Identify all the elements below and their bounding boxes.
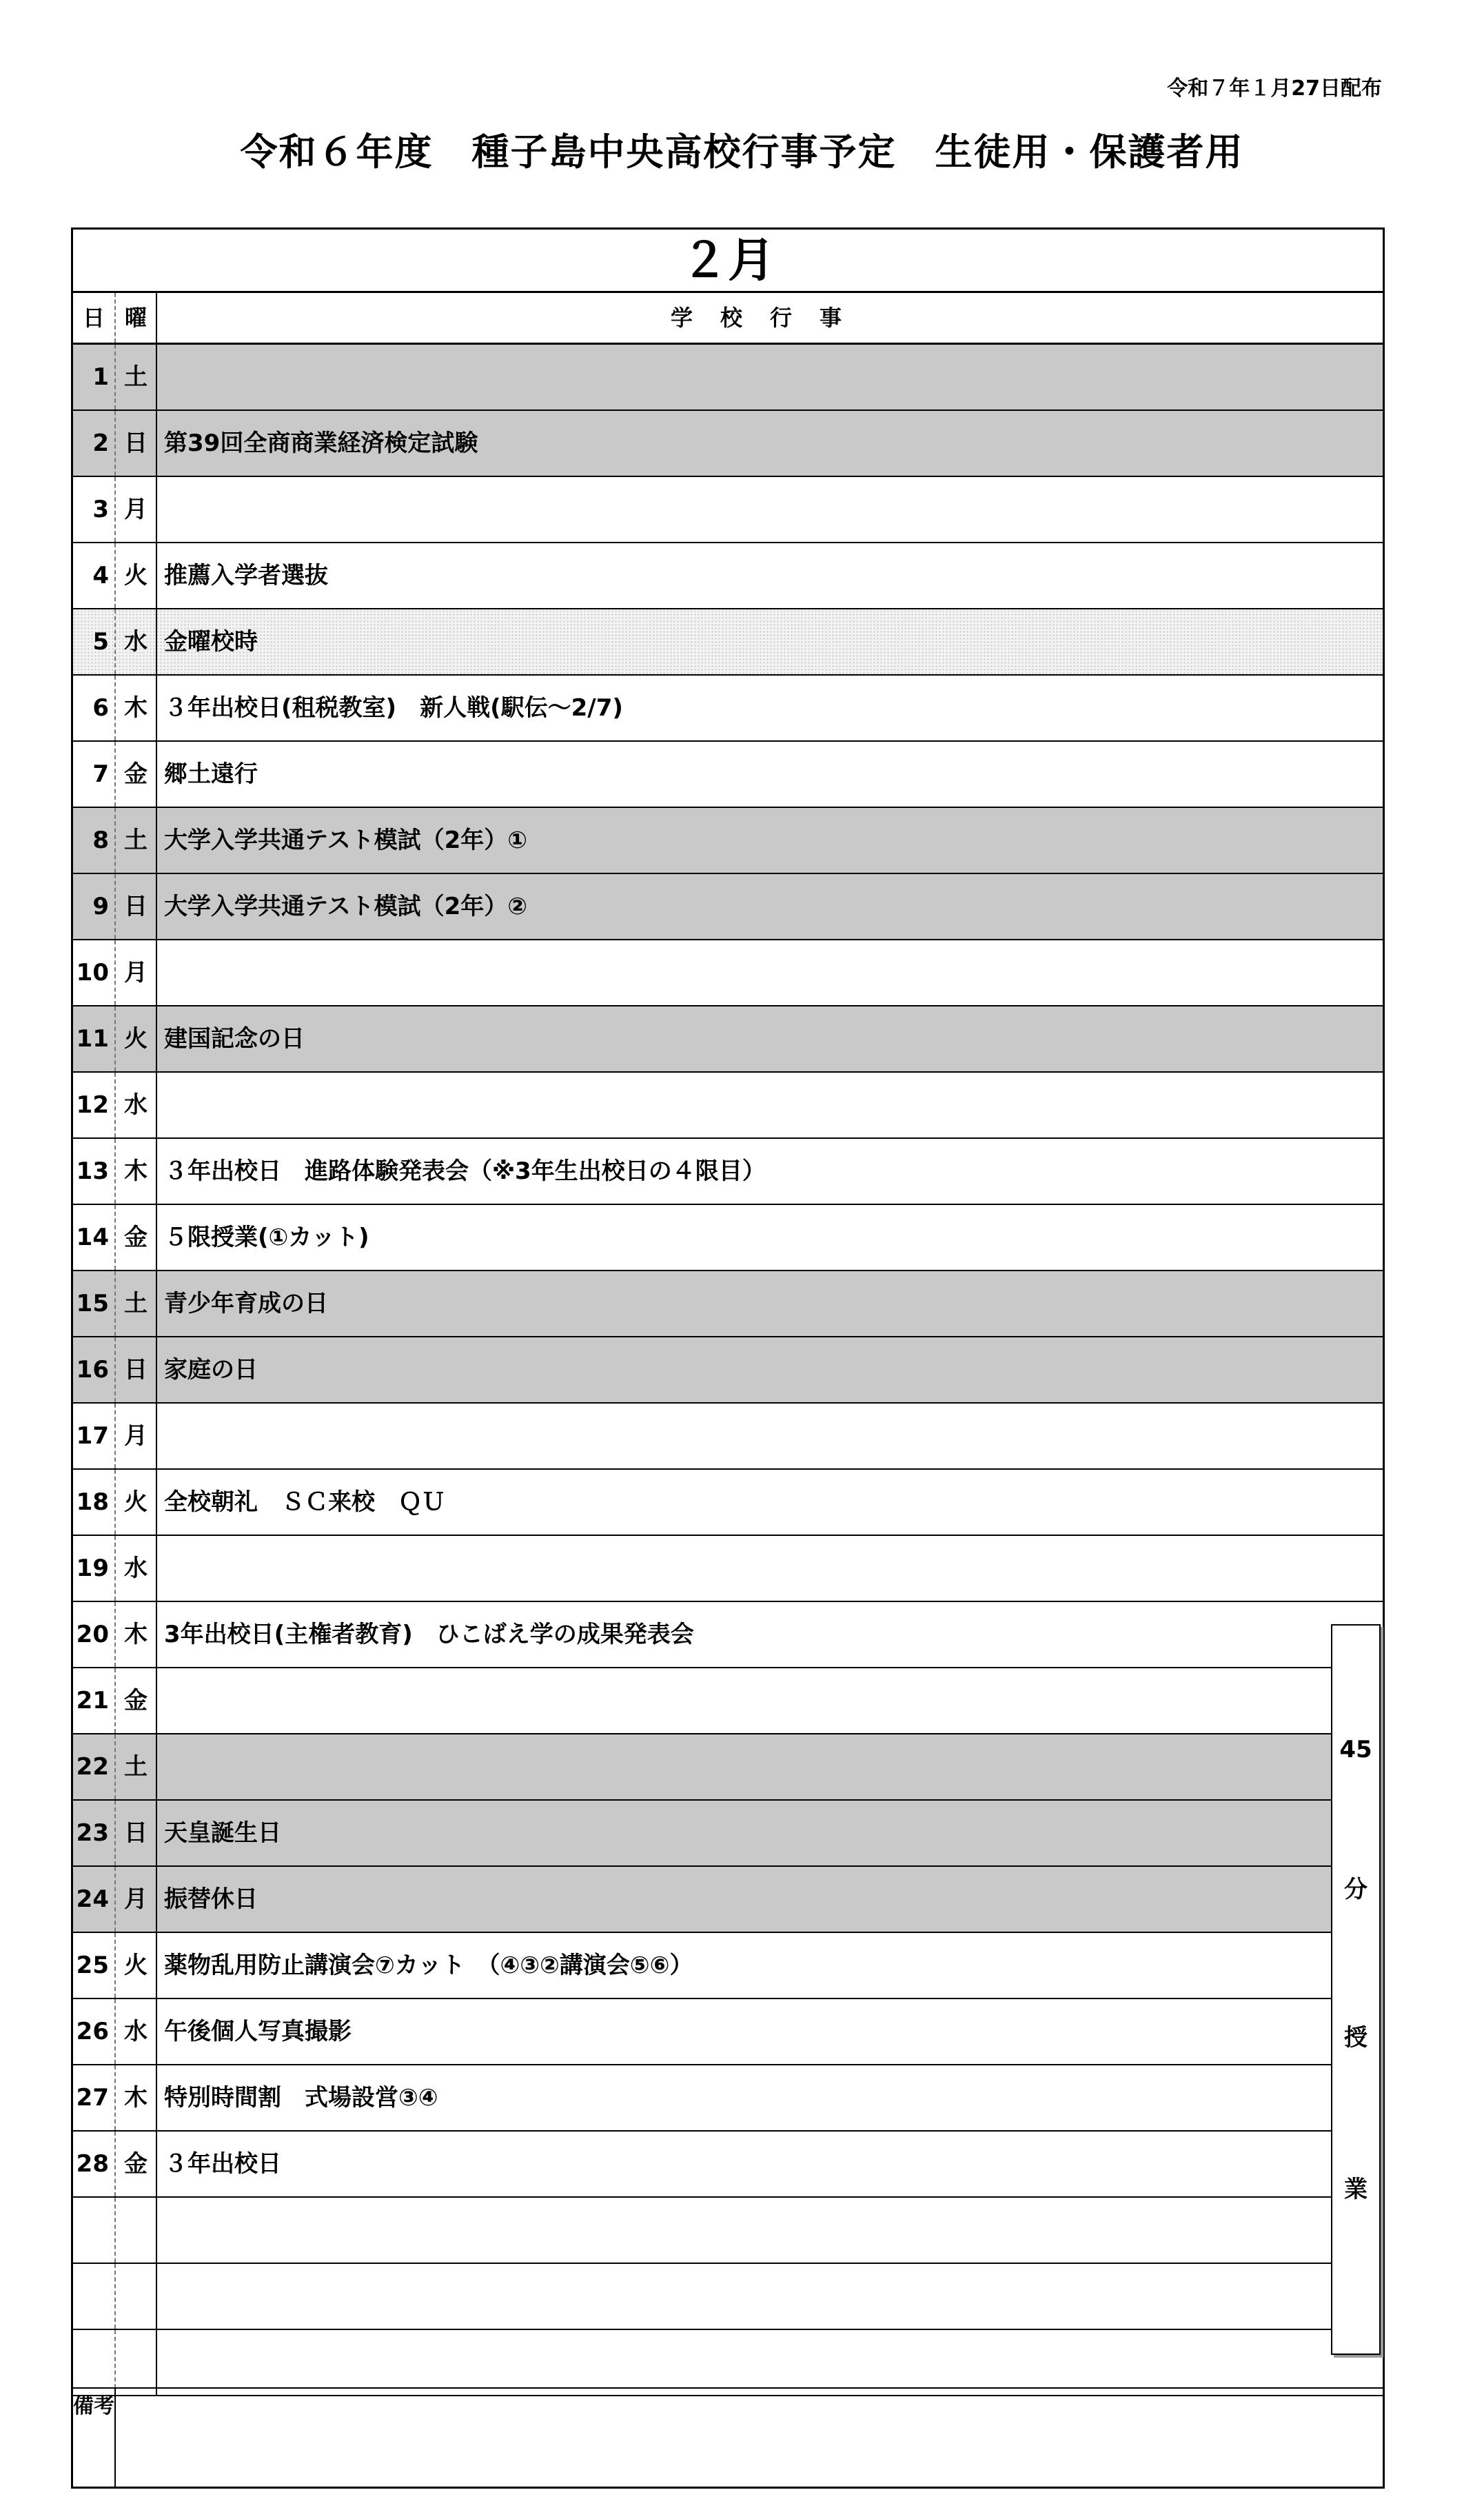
weekday: 金: [114, 1668, 156, 1733]
weekday: 土: [114, 1734, 156, 1799]
month-title: ２月: [73, 230, 1383, 293]
page-title: 令和６年度 種子島中央高校行事予定 生徒用・保護者用: [240, 130, 1244, 174]
weekday: 火: [114, 1006, 156, 1071]
event-text: ３年出校日 進路体験発表会（※3年生出校日の４限目）: [156, 1139, 1383, 1204]
weekday: 月: [114, 940, 156, 1005]
event-text: [156, 1536, 1383, 1601]
day-number: 7: [92, 760, 109, 788]
event-text: 第39回全商商業経済検定試験: [156, 411, 1383, 476]
table-row: [73, 345, 1383, 411]
table-row: [73, 2198, 1383, 2264]
column-header-weekday: 曜: [114, 293, 156, 343]
table-row: [73, 742, 1383, 808]
weekday: 土: [114, 345, 156, 409]
day-number: [73, 2264, 112, 2329]
table-row: [73, 808, 1383, 874]
event-text: [156, 1404, 1383, 1468]
table-row: [73, 1999, 1383, 2065]
table-row: [73, 2330, 1383, 2396]
table-row: [73, 1404, 1383, 1470]
weekday: 火: [114, 1933, 156, 1998]
event-text: 大学入学共通テスト模試（2年）①: [156, 808, 1383, 873]
table-row: [73, 1139, 1383, 1205]
table-row: [73, 1734, 1383, 1801]
day-number: 11: [76, 1025, 109, 1053]
event-text: [156, 477, 1383, 542]
weekday: 木: [114, 676, 156, 740]
weekday: 月: [114, 1404, 156, 1468]
day-number: 17: [76, 1422, 109, 1450]
day-number: 25: [76, 1952, 109, 1979]
table-row: [73, 1536, 1383, 1602]
event-text: [156, 2264, 1383, 2329]
side-note-char-1: 分: [1344, 1876, 1368, 1903]
schedule-sheet: [71, 227, 1385, 2489]
event-text: 薬物乱用防止講演会⑦カット （④③②講演会⑤⑥）: [156, 1933, 1383, 1998]
table-row: [73, 1470, 1383, 1536]
event-text: [156, 345, 1383, 409]
table-row: [73, 1205, 1383, 1271]
event-text: 天皇誕生日: [156, 1801, 1383, 1865]
weekday: 木: [114, 1139, 156, 1204]
day-number: 3: [92, 496, 109, 523]
table-row: [73, 676, 1383, 742]
weekday: 水: [114, 1073, 156, 1137]
day-number: 24: [76, 1885, 109, 1913]
table-row: [73, 2065, 1383, 2132]
day-number: 15: [76, 1290, 109, 1317]
distribution-date: 令和７年１月27日配布: [1167, 77, 1382, 101]
day-number: 16: [76, 1356, 109, 1384]
weekday: 日: [114, 411, 156, 476]
day-number: 6: [92, 694, 109, 722]
event-text: 3年出校日(主権者教育) ひこばえ学の成果発表会: [156, 1602, 1383, 1667]
event-text: [156, 1734, 1383, 1799]
event-text: 家庭の日: [156, 1337, 1383, 1402]
day-number: 12: [76, 1091, 109, 1119]
event-text: ５限授業(①カット): [156, 1205, 1383, 1270]
weekday: 月: [114, 1867, 156, 1932]
day-number: 13: [76, 1157, 109, 1185]
weekday: 土: [114, 808, 156, 873]
event-text: 午後個人写真撮影: [156, 1999, 1383, 2064]
day-number: 20: [76, 1621, 109, 1648]
weekday: [114, 2330, 156, 2395]
column-header-day: 日: [82, 305, 105, 331]
day-number: 5: [92, 628, 109, 656]
weekday: 月: [114, 477, 156, 542]
table-row: [73, 1933, 1383, 1999]
table-row: [73, 1006, 1383, 1073]
table-row: [73, 543, 1383, 609]
remarks-row: [73, 2387, 1383, 2487]
day-number: 8: [92, 827, 109, 854]
day-number: 22: [76, 1753, 109, 1781]
day-number: 28: [76, 2150, 109, 2178]
day-number: 27: [76, 2084, 109, 2112]
day-number: [73, 2330, 112, 2395]
table-row: [73, 1271, 1383, 1337]
weekday: 日: [114, 1801, 156, 1865]
day-number: 9: [92, 893, 109, 920]
day-number: 4: [92, 562, 109, 589]
schedule-rows: [73, 345, 1383, 2396]
event-text: 金曜校時: [156, 609, 1383, 674]
event-text: 建国記念の日: [156, 1006, 1383, 1071]
table-row: [73, 940, 1383, 1006]
table-row: [73, 477, 1383, 543]
day-number: 26: [76, 2018, 109, 2045]
table-row: [73, 1073, 1383, 1139]
event-text: [156, 1073, 1383, 1137]
event-text: [156, 2330, 1383, 2395]
weekday: 金: [114, 2132, 156, 2196]
table-row: [73, 1602, 1383, 1668]
day-number: [73, 2198, 112, 2263]
weekday: 火: [114, 543, 156, 608]
event-text: 郷土遠行: [156, 742, 1383, 807]
weekday: 火: [114, 1470, 156, 1535]
table-row: [73, 2264, 1383, 2330]
column-header-events: 学校行事: [156, 293, 1383, 343]
event-text: ３年出校日: [156, 2132, 1383, 2196]
weekday: 水: [114, 609, 156, 674]
day-number: 2: [92, 429, 109, 457]
weekday: 水: [114, 1536, 156, 1601]
weekday: 金: [114, 1205, 156, 1270]
table-header: [73, 293, 1383, 345]
day-number: 1: [92, 363, 109, 391]
table-row: [73, 1801, 1383, 1867]
day-number: 10: [76, 959, 109, 986]
weekday: [114, 2264, 156, 2329]
remarks-label: 備考: [73, 2394, 114, 2418]
event-text: 青少年育成の日: [156, 1271, 1383, 1336]
event-text: [156, 940, 1383, 1005]
table-row: [73, 1668, 1383, 1734]
table-row: [73, 609, 1383, 676]
table-row: [73, 874, 1383, 940]
event-text: ３年出校日(租税教室) 新人戦(駅伝～2/7): [156, 676, 1383, 740]
day-number: 18: [76, 1488, 109, 1516]
event-text: 振替休日: [156, 1867, 1383, 1932]
table-row: [73, 2132, 1383, 2198]
side-note-char-3: 業: [1344, 2176, 1368, 2203]
event-text: 特別時間割 式場設営③④: [156, 2065, 1383, 2130]
class-period-note: [1331, 1624, 1381, 2355]
weekday: 日: [114, 1337, 156, 1402]
table-row: [73, 1867, 1383, 1933]
day-number: 21: [76, 1687, 109, 1714]
remarks-field: [114, 2389, 1383, 2487]
day-number: 23: [76, 1819, 109, 1847]
weekday: [114, 2198, 156, 2263]
event-text: 推薦入学者選抜: [156, 543, 1383, 608]
table-row: [73, 411, 1383, 477]
day-number: 19: [76, 1555, 109, 1582]
weekday: 金: [114, 742, 156, 807]
event-text: 全校朝礼 ＳＣ来校 ＱＵ: [156, 1470, 1383, 1535]
side-note-char-2: 授: [1344, 2024, 1368, 2052]
side-note-minutes: 45: [1339, 1736, 1372, 1763]
table-row: [73, 1337, 1383, 1404]
event-text: [156, 2198, 1383, 2263]
day-number: 14: [76, 1224, 109, 1251]
weekday: 土: [114, 1271, 156, 1336]
event-text: [156, 1668, 1383, 1733]
weekday: 水: [114, 1999, 156, 2064]
event-text: 大学入学共通テスト模試（2年）②: [156, 874, 1383, 939]
weekday: 木: [114, 2065, 156, 2130]
weekday: 日: [114, 874, 156, 939]
weekday: 木: [114, 1602, 156, 1667]
